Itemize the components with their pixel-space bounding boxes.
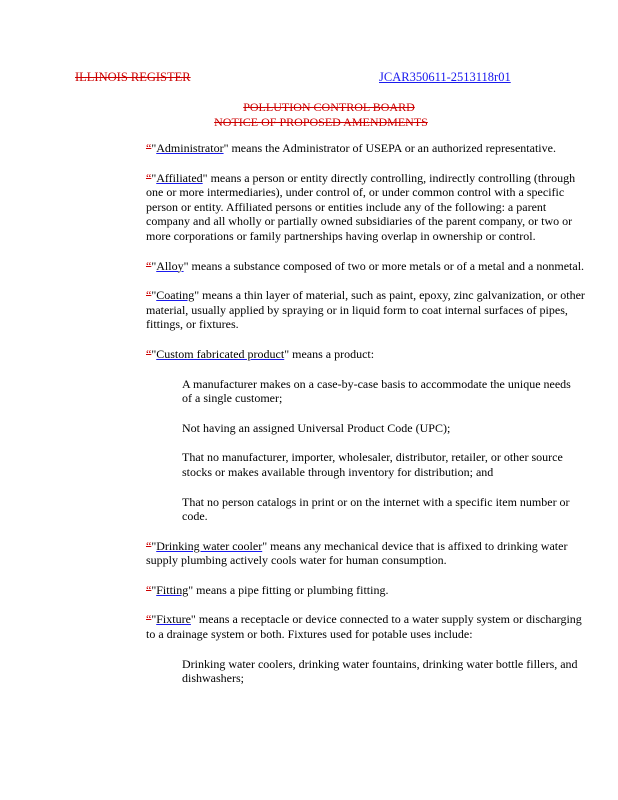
custom-item: That no manufacturer, importer, wholesaler, distributor, retailer, or other source stocks or makes available through inventory for distribution; and [182, 450, 563, 479]
definition-term: Fixture [156, 612, 191, 627]
definition-term: Administrator [156, 141, 224, 155]
definition-term: Custom fabricated product [156, 346, 285, 361]
definition-text: means a receptacle or device connected to a water supply system or discharging to a drainage system or both. Fixtures used for potable uses include: [146, 612, 582, 642]
definition-text: means any mechanical device that is affixed to drinking water supply plumbing actively cools water for human consumption. [146, 538, 568, 568]
definition-term: Fitting [156, 582, 189, 597]
document-code: JCAR350611-2513118r01 [379, 70, 511, 84]
definition-drinking-water-cooler: “"Drinking water cooler" means any mechanical device that is affixed to drinking water supply plumbing actively cools water for human consumption. [146, 538, 568, 568]
definition-affiliated: “"Affiliated" means a person or entity directly controlling, indirectly controlling (through one or more intermediaries), under control of, or under common control with a specific person or entity. Affiliated persons or entities include any of the following: a parent company and all wholly or partially owned subsidiaries of the parent company, or two or more corporations or family partnerships having overlap in ownership or control. [146, 170, 576, 243]
definition-text: means a product: [289, 346, 375, 361]
custom-item: That no person catalogs in print or on the internet with a specific item number or code. [182, 494, 570, 524]
definition-text: means a person or entity directly controlling, indirectly controlling (through one or more intermediaries), under control of, or under common control with a specific person or entity. Affiliated persons or entities include any of the following: a parent company and all wholly or partially owned subsidiaries of the parent company, or two or more corporations or family partnerships having overlap in ownership or control. [146, 170, 576, 243]
register-header: ILLINOIS REGISTER [75, 70, 191, 84]
custom-item: A manufacturer makes on a case-by-case basis to accommodate the unique needs of a single customer; [182, 376, 571, 406]
notice-title: NOTICE OF PROPOSED AMENDMENTS [214, 115, 428, 129]
definition-fitting: “"Fitting" means a pipe fitting or plumbing fitting. [146, 582, 389, 597]
definition-text: means a substance composed of two or more metals or of a metal and a nonmetal. [188, 258, 585, 273]
definition-text: means the Administrator of USEPA or an authorized representative. [228, 141, 556, 155]
definition-term: Coating [156, 288, 195, 303]
definition-text: means a thin layer of material, such as paint, epoxy, zinc galvanization, or other material, usually applied by spraying or in liquid form to coat internal surfaces of pipes, fittings, or fixtures. [146, 288, 585, 332]
definition-text: means a pipe fitting or plumbing fitting. [193, 582, 389, 597]
fixture-item: Drinking water coolers, drinking water fountains, drinking water bottle fillers, and dishwashers; [182, 656, 578, 686]
definition-alloy: “"Alloy" means a substance composed of two or more metals or of a metal and a nonmetal. [146, 258, 585, 273]
definition-term: Affiliated [156, 170, 203, 185]
definition-fixture: “"Fixture" means a receptacle or device connected to a water supply system or discharging to a drainage system or both. Fixtures used for potable uses include: [146, 612, 582, 642]
agency-title: POLLUTION CONTROL BOARD [243, 100, 415, 114]
definition-term: Alloy [156, 258, 184, 273]
definition-coating: “"Coating" means a thin layer of material, such as paint, epoxy, zinc galvanization, or other material, usually applied by spraying or in liquid form to coat internal surfaces of pipes, fittings, or fixtures. [146, 288, 585, 332]
definition-custom-fabricated-product: “"Custom fabricated product" means a product: [146, 346, 375, 361]
definition-administrator: “"Administrator" means the Administrator of USEPA or an authorized representative. [146, 141, 556, 155]
document-body [146, 141, 588, 701]
definition-term: Drinking water cooler [156, 538, 263, 553]
custom-item: Not having an assigned Universal Product Code (UPC); [182, 420, 451, 435]
